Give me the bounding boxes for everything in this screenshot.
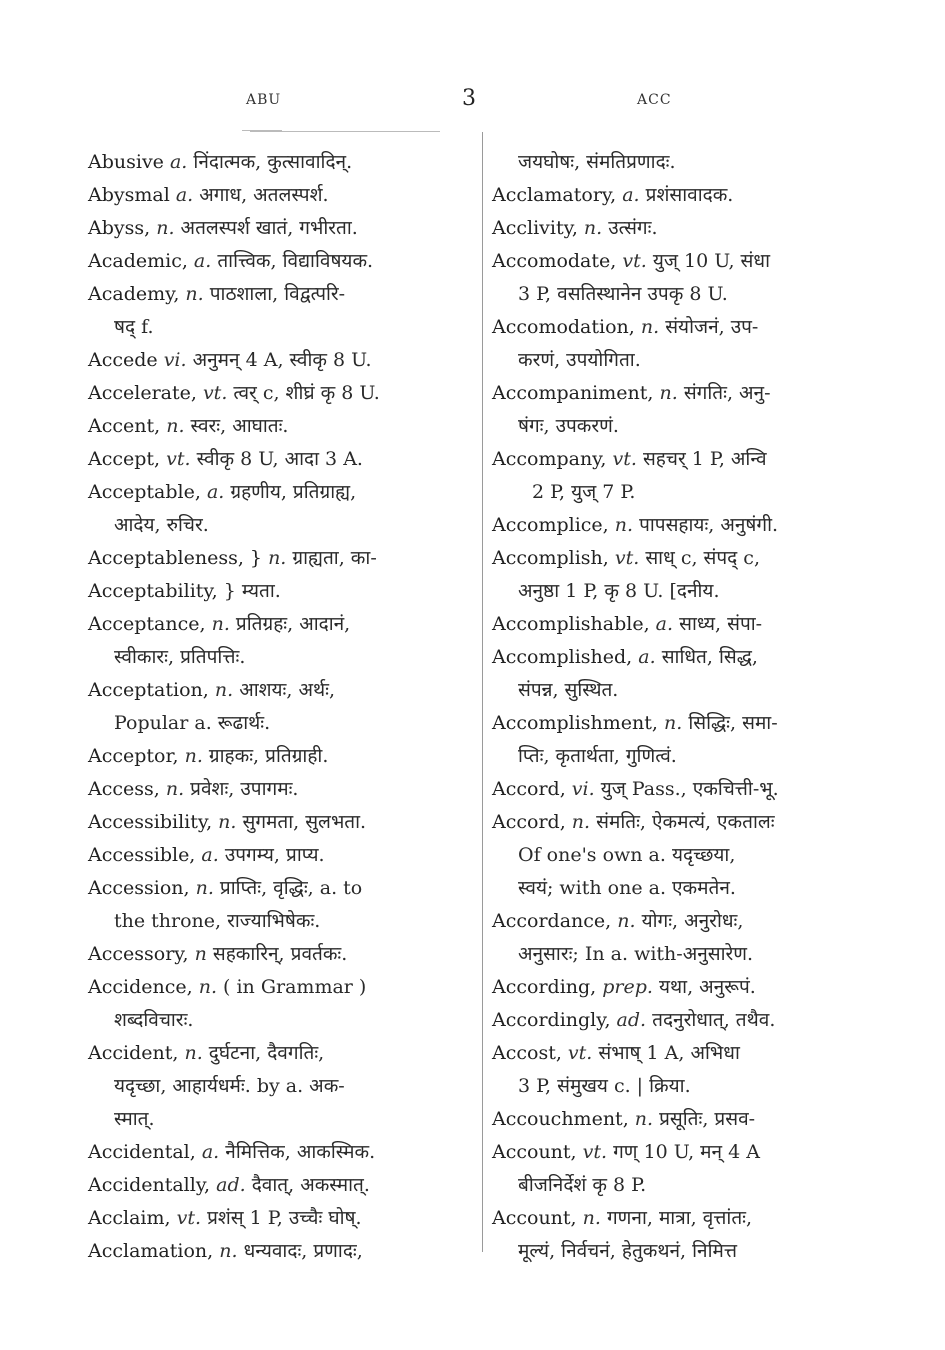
headword: Acceptableness, } xyxy=(88,547,263,569)
entry-continuation xyxy=(492,575,874,608)
headword: Acceptable, xyxy=(88,481,201,503)
headword: Accomodate, xyxy=(492,250,617,272)
part-of-speech: vt. xyxy=(614,547,640,569)
headword: Accessible, xyxy=(88,844,196,866)
dictionary-entry xyxy=(88,740,468,773)
part-of-speech: ad. xyxy=(216,1174,246,1196)
entry-continuation xyxy=(88,707,468,740)
headword: Accompaniment, xyxy=(492,382,654,404)
headword: Accessibility, xyxy=(88,811,213,833)
entry-continuation xyxy=(88,1103,468,1136)
part-of-speech: n. xyxy=(166,415,185,437)
entry-continuation xyxy=(492,740,874,773)
entry-continuation xyxy=(88,641,468,674)
dictionary-entry xyxy=(492,1202,874,1235)
definition: गणना, मात्रा, वृत्तांतः, xyxy=(606,1207,753,1229)
definition: संगतिः, अनु- xyxy=(683,382,771,404)
definition: 3 P, वसतिस्थानेन उपकृ 8 U. xyxy=(518,283,728,305)
entry-continuation xyxy=(492,344,874,377)
definition: यथा, अनुरूपं. xyxy=(659,976,756,998)
part-of-speech: a. xyxy=(622,184,640,206)
dictionary-entry xyxy=(492,1037,874,1070)
definition: जयघोषः, संमतिप्रणादः. xyxy=(518,151,676,173)
part-of-speech: n. xyxy=(156,217,175,239)
entry-continuation xyxy=(492,938,874,971)
definition: त्वर् c, शीघ्रं कृ 8 U. xyxy=(233,382,380,404)
entry-continuation xyxy=(492,1070,874,1103)
headword: Acclamatory, xyxy=(492,184,617,206)
dictionary-entry xyxy=(88,806,468,839)
dictionary-entry xyxy=(492,542,874,575)
page-number: 3 xyxy=(462,86,476,111)
entry-continuation xyxy=(492,1169,874,1202)
definition: योगः, अनुरोधः, xyxy=(641,910,744,932)
dictionary-entry xyxy=(88,1037,468,1070)
headword: Acclamation, xyxy=(88,1240,214,1262)
dictionary-entry xyxy=(492,806,874,839)
headword: Accordance, xyxy=(492,910,612,932)
definition: युज् 10 U, संधा xyxy=(652,250,770,272)
part-of-speech: n. xyxy=(165,778,185,800)
part-of-speech: ad. xyxy=(616,1009,647,1031)
definition: साध्य, संपा- xyxy=(679,613,763,635)
definition: उपगम्य, प्राप्य. xyxy=(224,844,325,866)
part-of-speech: n. xyxy=(571,811,591,833)
headword: Access, xyxy=(88,778,160,800)
part-of-speech: vi. xyxy=(163,349,187,371)
entry-continuation xyxy=(88,1004,468,1037)
dictionary-entry xyxy=(88,773,468,806)
headword: Accomplice, xyxy=(492,514,609,536)
right-guide-word: ACC xyxy=(637,92,672,108)
headword: According, xyxy=(492,976,597,998)
headword: Account, xyxy=(492,1141,577,1163)
definition: पाठशाला, विद्वत्परि- xyxy=(209,283,346,305)
headword: Abysmal xyxy=(88,184,170,206)
headword: Accompany, xyxy=(492,448,607,470)
dictionary-entry xyxy=(88,938,468,971)
headword: Accord, xyxy=(492,778,566,800)
headword: Accidental, xyxy=(88,1141,196,1163)
entry-continuation xyxy=(492,839,874,872)
definition: अनुसारः; In a. with-अनुसारेण. xyxy=(518,943,754,965)
headword: Accidentally, xyxy=(88,1174,211,1196)
definition: दैवात्, अकस्मात्. xyxy=(251,1174,370,1196)
dictionary-entry xyxy=(492,377,874,410)
part-of-speech: vt. xyxy=(567,1042,593,1064)
definition: आदेय, रुचिर. xyxy=(114,514,209,536)
dictionary-entry xyxy=(88,179,468,212)
dictionary-entry xyxy=(88,872,468,905)
headword: Accelerate, xyxy=(88,382,197,404)
dictionary-entry xyxy=(88,575,468,608)
part-of-speech: vt. xyxy=(612,448,637,470)
definition: 3 P, संमुखय c. | क्रिया. xyxy=(518,1075,691,1097)
headword: Accomplishable, xyxy=(492,613,650,635)
headword: Abusive xyxy=(88,151,164,173)
part-of-speech: n. xyxy=(185,283,204,305)
definition: संपन्न, सुस्थित. xyxy=(518,679,619,701)
left-column xyxy=(88,146,468,1268)
dictionary-entry xyxy=(88,344,468,377)
definition: } म्यता. xyxy=(223,580,281,602)
dictionary-entry xyxy=(88,608,468,641)
definition: 2 P, युज् 7 P. xyxy=(532,481,636,503)
headword: Academy, xyxy=(88,283,180,305)
dictionary-entry xyxy=(88,1202,468,1235)
definition: the throne, राज्याभिषेकः. xyxy=(114,910,321,932)
part-of-speech: n. xyxy=(198,976,217,998)
definition: प्रसूतिः, प्रसव- xyxy=(659,1108,756,1130)
part-of-speech: n. xyxy=(195,877,214,899)
part-of-speech: a. xyxy=(206,481,225,503)
definition: स्वीकारः, प्रतिपत्तिः. xyxy=(114,646,246,668)
dictionary-entry xyxy=(88,1169,468,1202)
headword: Accomplishment, xyxy=(492,712,658,734)
entry-continuation xyxy=(88,509,468,542)
part-of-speech: n. xyxy=(184,745,203,767)
dictionary-entry xyxy=(88,971,468,1004)
part-of-speech: n. xyxy=(583,217,603,239)
dictionary-entry xyxy=(88,476,468,509)
dictionary-entry xyxy=(88,839,468,872)
part-of-speech: n. xyxy=(184,1042,203,1064)
headword: Accost, xyxy=(492,1042,562,1064)
headword: Accomplished, xyxy=(492,646,633,668)
dictionary-entry xyxy=(492,443,874,476)
dictionary-entry xyxy=(88,674,468,707)
headword: Acceptability, xyxy=(88,580,218,602)
definition: तात्त्विक, विद्याविषयक. xyxy=(217,250,374,272)
definition: पापसहायः, अनुषंगी. xyxy=(639,514,779,536)
definition: उत्संगः. xyxy=(608,217,658,239)
headword: Abyss, xyxy=(88,217,151,239)
part-of-speech: n. xyxy=(211,613,230,635)
definition: करणं, उपयोगिता. xyxy=(518,349,641,371)
definition: प्रशंस् 1 P, उच्चैः घोष्. xyxy=(207,1207,362,1229)
dictionary-entry xyxy=(492,509,874,542)
definition: षद् f. xyxy=(114,316,154,338)
headword: Accordingly, xyxy=(492,1009,611,1031)
definition: ग्राहकः, प्रतिग्राही. xyxy=(208,745,329,767)
definition: स्वरः, आघातः. xyxy=(190,415,289,437)
dictionary-entry xyxy=(88,146,468,179)
part-of-speech: n. xyxy=(219,1240,238,1262)
dictionary-entry xyxy=(88,410,468,443)
dictionary-entry xyxy=(88,443,468,476)
definition: बीजनिर्देशं कृ 8 P. xyxy=(518,1174,647,1196)
definition: सहकारिन्, प्रवर्तकः. xyxy=(212,943,348,965)
entry-continuation xyxy=(492,410,874,443)
headword: Accidence, xyxy=(88,976,193,998)
entry-continuation xyxy=(492,1235,874,1268)
definition: Of one's own a. यदृच्छया, xyxy=(518,844,736,866)
part-of-speech: n xyxy=(194,943,207,965)
headword: Accident, xyxy=(88,1042,179,1064)
part-of-speech: vt. xyxy=(202,382,228,404)
definition: तदनुरोधात्, तथैव. xyxy=(652,1009,776,1031)
entry-continuation xyxy=(492,674,874,707)
part-of-speech: a. xyxy=(193,250,212,272)
part-of-speech: n. xyxy=(614,514,634,536)
dictionary-entry xyxy=(492,773,874,806)
dictionary-entry xyxy=(88,245,468,278)
definition: नैमित्तिक, आकस्मिक. xyxy=(225,1141,376,1163)
definition: स्मात्. xyxy=(114,1108,155,1130)
dictionary-entry xyxy=(492,905,874,938)
headword: Account, xyxy=(492,1207,577,1229)
part-of-speech: n. xyxy=(268,547,287,569)
part-of-speech: a. xyxy=(638,646,656,668)
entry-continuation xyxy=(492,476,874,509)
entry-continuation xyxy=(492,872,874,905)
definition: Popular a. रूढार्थः. xyxy=(114,712,271,734)
column-divider xyxy=(482,132,483,1252)
part-of-speech: a. xyxy=(175,184,194,206)
entry-continuation xyxy=(88,311,468,344)
part-of-speech: n. xyxy=(617,910,636,932)
headword: Accouchment, xyxy=(492,1108,629,1130)
definition: प्तिः, कृतार्थता, गुणित्वं. xyxy=(518,745,677,767)
headword: Accord, xyxy=(492,811,566,833)
part-of-speech: prep. xyxy=(602,976,653,998)
entry-continuation xyxy=(492,278,874,311)
definition: साध् c, संपद् c, xyxy=(645,547,760,569)
part-of-speech: n. xyxy=(659,382,678,404)
definition: स्वीकृ 8 U, आदा 3 A. xyxy=(196,448,363,470)
definition: संमतिः, ऐकमत्यं, एकतालः xyxy=(596,811,775,833)
dictionary-entry xyxy=(492,212,874,245)
part-of-speech: vt. xyxy=(166,448,191,470)
headword: Accede xyxy=(88,349,158,371)
headword: Acclivity, xyxy=(492,217,578,239)
dictionary-entry xyxy=(492,608,874,641)
definition: अनुष्ठा 1 P, कृ 8 U. [दनीय. xyxy=(518,580,720,602)
part-of-speech: n. xyxy=(663,712,683,734)
definition: प्रवेशः, उपागमः. xyxy=(190,778,299,800)
definition: सहचर् 1 P, अन्वि xyxy=(642,448,767,470)
definition: ग्राह्यता, का- xyxy=(292,547,377,569)
definition: ( in Grammar ) xyxy=(223,976,367,998)
dictionary-entry xyxy=(492,971,874,1004)
entry-continuation xyxy=(492,146,874,179)
dictionary-entry xyxy=(88,1235,468,1268)
definition: अतलस्पर्श खातं, गभीरता. xyxy=(180,217,358,239)
dictionary-entry xyxy=(492,311,874,344)
dictionary-entry xyxy=(88,278,468,311)
dictionary-entry xyxy=(492,641,874,674)
definition: ग्रहणीय, प्रतिग्राह्य, xyxy=(230,481,357,503)
dictionary-entry xyxy=(88,542,468,575)
part-of-speech: n. xyxy=(640,316,660,338)
definition: संभाष् 1 A, अभिधा xyxy=(598,1042,740,1064)
definition: संयोजनं, उप- xyxy=(665,316,759,338)
definition: प्रशंसावादक. xyxy=(645,184,734,206)
definition: स्वयं; with one a. एकमतेन. xyxy=(518,877,736,899)
part-of-speech: vt. xyxy=(622,250,647,272)
entry-continuation xyxy=(88,1070,468,1103)
dictionary-entry xyxy=(88,1136,468,1169)
definition: सुगमता, सुलभता. xyxy=(242,811,367,833)
definition: दुर्घटना, दैवगतिः, xyxy=(208,1042,325,1064)
part-of-speech: a. xyxy=(169,151,188,173)
definition: अगाध, अतलस्पर्श. xyxy=(199,184,329,206)
definition: प्राप्तिः, वृद्धिः, a. to xyxy=(219,877,363,899)
part-of-speech: a. xyxy=(201,1141,220,1163)
part-of-speech: vi. xyxy=(571,778,595,800)
headword: Accession, xyxy=(88,877,190,899)
headword: Academic, xyxy=(88,250,188,272)
definition: यदृच्छा, आहार्यधर्मः. by a. अक- xyxy=(114,1075,345,1097)
headword: Accomplish, xyxy=(492,547,609,569)
part-of-speech: n. xyxy=(214,679,234,701)
right-column xyxy=(492,146,874,1268)
headword: Acceptation, xyxy=(88,679,209,701)
dictionary-entry xyxy=(492,1004,874,1037)
definition: शब्दविचारः. xyxy=(114,1009,194,1031)
part-of-speech: n. xyxy=(634,1108,654,1130)
dictionary-entry xyxy=(492,1103,874,1136)
headword: Accent, xyxy=(88,415,161,437)
part-of-speech: vt. xyxy=(176,1207,202,1229)
header-rule-under-left xyxy=(250,131,440,132)
definition: सिद्धिः, समा- xyxy=(688,712,778,734)
definition: प्रतिग्रहः, आदानं, xyxy=(235,613,351,635)
headword: Accessory, xyxy=(88,943,189,965)
definition: युज् Pass., एकचित्ती-भू. xyxy=(600,778,779,800)
part-of-speech: n. xyxy=(218,811,237,833)
definition: साधित, सिद्ध, xyxy=(661,646,758,668)
dictionary-entry xyxy=(492,1136,874,1169)
definition: गण् 10 U, मन् 4 A xyxy=(613,1141,760,1163)
headword: Accomodation, xyxy=(492,316,635,338)
definition: निंदात्मक, कुत्सावादिन्. xyxy=(193,151,353,173)
definition: मूल्यं, निर्वचनं, हेतुकथनं, निमित्त xyxy=(518,1240,738,1262)
dictionary-entry xyxy=(88,212,468,245)
definition: षंगः, उपकरणं. xyxy=(518,415,619,437)
definition: धन्यवादः, प्रणादः, xyxy=(243,1240,363,1262)
entry-continuation xyxy=(88,905,468,938)
part-of-speech: a. xyxy=(201,844,219,866)
page-header xyxy=(0,86,945,116)
part-of-speech: n. xyxy=(582,1207,601,1229)
dictionary-entry xyxy=(88,377,468,410)
part-of-speech: vt. xyxy=(582,1141,608,1163)
left-guide-word: ABU xyxy=(246,92,282,108)
headword: Acclaim, xyxy=(88,1207,171,1229)
headword: Acceptor, xyxy=(88,745,179,767)
definition: अनुमन् 4 A, स्वीकृ 8 U. xyxy=(192,349,372,371)
dictionary-entry xyxy=(492,245,874,278)
definition: आशयः, अर्थः, xyxy=(239,679,335,701)
headword: Accept, xyxy=(88,448,161,470)
dictionary-entry xyxy=(492,707,874,740)
headword: Acceptance, xyxy=(88,613,206,635)
part-of-speech: a. xyxy=(655,613,674,635)
dictionary-entry xyxy=(492,179,874,212)
